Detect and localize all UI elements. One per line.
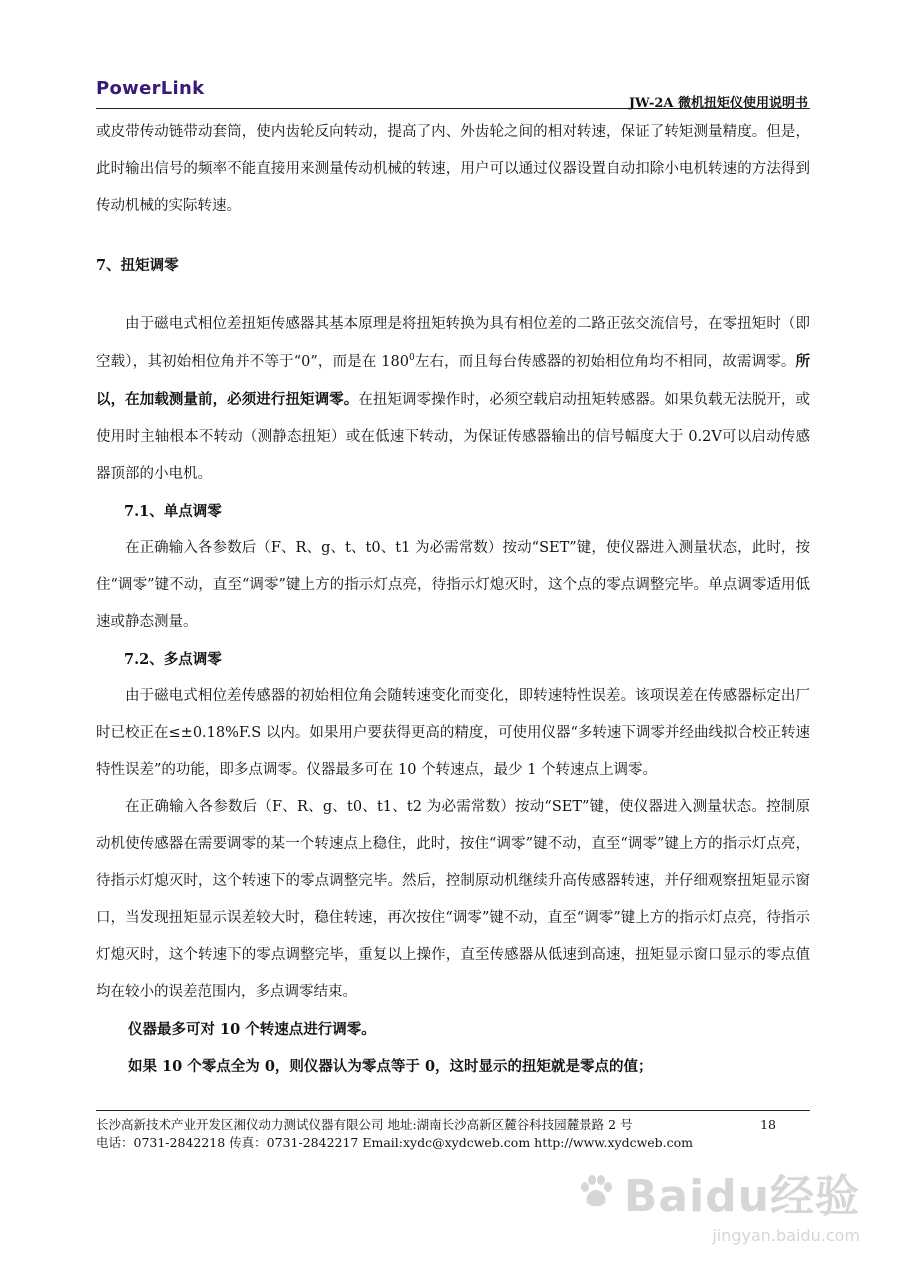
single-point-paragraph: 在正确输入各参数后（F、R、g、t、t0、t1 为必需常数）按动“SET”键，使仪器进入测量状态，此时，按住“调零”键不动，直至“调零”键上方的指示灯点亮，待指示灯熄灭时，这个点的零点调整完毕。单点调零适用低速或静态测量。 xyxy=(96,540,810,630)
multi-point-paragraph-2: 在正确输入各参数后（F、R、g、t0、t1、t2 为必需常数）按动“SET”键，使仪器进入测量状态。控制原动机使传感器在需要调零的某一个转速点上稳住，此时，按住“调零”键不动，直至“调零”键上方的指示灯点亮，待指示灯熄灭时，这个转速下的零点调整完毕。然后，控制原动机继续升高传感器转速，并仔细观察扭矩显示窗口，当发现扭矩显示误差较大时，稳住转速，再次按住“调零”键不动，直至“调零”键上方的指示灯点亮，待指示灯熄灭时，这个转速下的零点调整完毕，重复以上操作，直至传感器从低速到高速，扭矩显示窗口显示的零点值均在较小的误差范围内，多点调零结束。 xyxy=(96,799,810,1000)
zero-points-note: 如果 10 个零点全为 0，则仪器认为零点等于 0，这时显示的扭矩就是零点的值； xyxy=(128,1058,653,1075)
watermark-url: jingyan.baidu.com xyxy=(712,1226,860,1245)
page-footer xyxy=(96,1116,810,1152)
header-divider xyxy=(96,108,810,109)
principle-emphasis: 所以，在加载测量前，必须进行扭矩调零。 xyxy=(96,353,811,408)
section-heading: 7、扭矩调零 xyxy=(96,257,179,274)
paw-icon xyxy=(576,1172,616,1212)
principle-text-b: 左右，而且每台传感器的初始相位角均不相同，故需调零。 xyxy=(414,354,796,370)
single-point-heading: 7.1、单点调零 xyxy=(124,503,222,520)
watermark-brand: Baidu经验 xyxy=(623,1171,860,1222)
footer-company-address: 长沙高新技术产业开发区湘仪动力测试仪器有限公司 地址:湖南长沙高新区麓谷科技园麓景路 2 号 xyxy=(96,1117,633,1132)
footer-contact: 电话：0731-2842218 传真：0731-2842217 Email:xydc@xydcweb.com http://www.xydcweb.com xyxy=(96,1135,694,1150)
multi-point-paragraph-1: 由于磁电式相位差传感器的初始相位角会随转速变化而变化，即转速特性误差。该项误差在传感器标定出厂时已校正在≤±0.18%F.S 以内。如果用户要获得更高的精度，可使用仪器“多转速下调零并经曲线拟合校正转速特性误差”的功能，即多点调零。仪器最多可在 10 个转速点，最少 1 个转速点上调零。 xyxy=(96,688,810,778)
baidu-watermark xyxy=(576,1160,860,1245)
footer-divider xyxy=(96,1110,810,1111)
page-body xyxy=(96,114,810,1085)
brand-logo: PowerLink xyxy=(96,78,205,99)
principle-text-a: 由于磁电式相位差扭矩传感器其基本原理是将扭矩转换为具有相位差的二路正弦交流信号，在零扭矩时（即空载），其初始相位角并不等于“0”，而是在 180 xyxy=(96,316,810,370)
degree-superscript: 0 xyxy=(408,353,415,364)
multi-point-heading: 7.2、多点调零 xyxy=(124,651,222,668)
document-title: JW-2A 微机扭矩仪使用说明书 xyxy=(628,96,808,111)
principle-text-c: 在扭矩调零操作时，必须空载启动扭矩转感器。如果负载无法脱开，或使用时主轴根本不转动（测静态扭矩）或在低速下转动，为保证传感器输出的信号幅度大于 0.2V可以启动传感器顶部的小电机。 xyxy=(96,392,810,482)
max-points-note: 仪器最多可对 10 个转速点进行调零。 xyxy=(128,1021,376,1038)
zeroing-principle-paragraph xyxy=(96,306,810,493)
intro-paragraph: 或皮带传动链带动套筒，使内齿轮反向转动，提高了内、外齿轮之间的相对转速，保证了转矩测量精度。但是，此时输出信号的频率不能直接用来测量传动机械的转速，用户可以通过仪器设置自动扣除小电机转速的方法得到传动机械的实际转速。 xyxy=(96,124,810,214)
page-number: 18 xyxy=(760,1117,776,1132)
